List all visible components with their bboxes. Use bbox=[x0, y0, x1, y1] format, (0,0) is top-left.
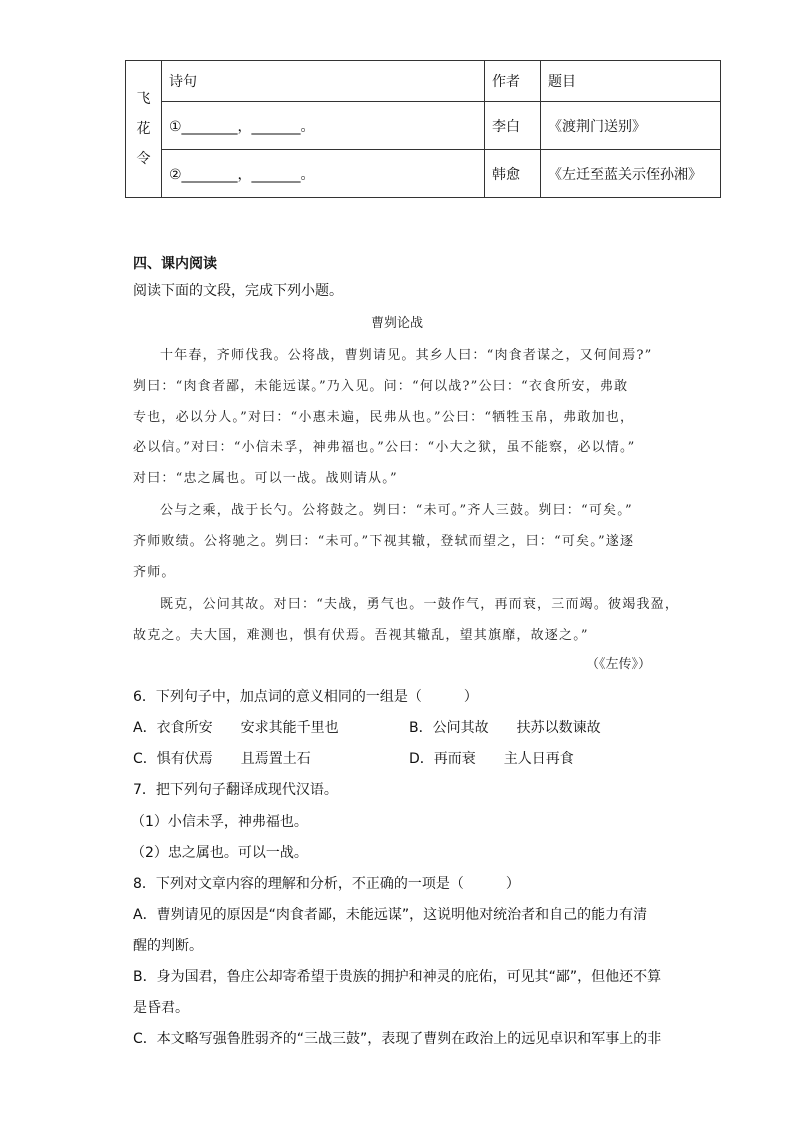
passage-line: 刿曰：“肉食者鄙，未能远谋。”乃入见。问：“何以战?”公曰：“衣食所安，弗敢 bbox=[133, 379, 629, 394]
q6-option-c[interactable] bbox=[133, 748, 311, 768]
option-text: 衣食所安 安求其能千里也 bbox=[156, 720, 339, 736]
section-title: 四、课内阅读 bbox=[133, 256, 217, 272]
title-cell: 《左迁至蓝关示侄孙湘》 bbox=[541, 150, 721, 198]
q8-option-line: 醒的判断。 bbox=[133, 938, 203, 954]
option-letter: B． bbox=[409, 720, 433, 736]
option-letter: D． bbox=[409, 751, 434, 767]
poem-blank-2[interactable]: ②________，_______。 bbox=[162, 150, 485, 198]
question-8-stem: 8．下列对文章内容的理解和分析，不正确的一项是（ ） bbox=[133, 876, 520, 892]
q8-option-line[interactable]: B．身为国君，鲁庄公却寄希望于贵族的拥护和神灵的庇佑，可见其“鄙”，但他还不算 bbox=[133, 969, 662, 985]
question-7-stem: 7．把下列句子翻译成现代汉语。 bbox=[133, 782, 338, 798]
passage-line: 十年春，齐师伐我。公将战，曹刿请见。其乡人曰：“肉食者谋之，又何间焉?” bbox=[160, 348, 653, 363]
option-letter: C． bbox=[133, 751, 157, 767]
passage-line: 对曰：“忠之属也。可以一战。战则请从。” bbox=[133, 471, 398, 486]
table-row bbox=[126, 150, 721, 198]
passage-line: 故克之。夫大国，难测也，惧有伏焉。吾视其辙乱，望其旗靡，故逐之。” bbox=[133, 628, 589, 643]
section-instruction: 阅读下面的文段，完成下列小题。 bbox=[133, 283, 343, 299]
q8-option-line: 是昏君。 bbox=[133, 1000, 189, 1016]
q8-option-line[interactable]: C．本文略写强鲁胜弱齐的“三战三鼓”，表现了曹刿在政治上的远见卓识和军事上的非 bbox=[133, 1031, 662, 1047]
title-cell: 《渡荆门送别》 bbox=[541, 102, 721, 150]
q6-option-a[interactable] bbox=[133, 717, 339, 737]
author-cell: 韩愈 bbox=[485, 150, 541, 198]
author-cell: 李白 bbox=[485, 102, 541, 150]
side-char: 令 bbox=[136, 151, 151, 167]
passage-line: 必以信。”对曰：“小信未孚，神弗福也。”公曰：“小大之狱，虽不能察，必以情。” bbox=[133, 440, 636, 455]
q6-option-d[interactable] bbox=[409, 748, 574, 768]
passage-line: 齐师败绩。公将驰之。刿曰：“未可。”下视其辙，登轼而望之，曰：“可矣。”遂逐 bbox=[133, 534, 635, 549]
header-poem: 诗句 bbox=[162, 61, 485, 102]
header-author: 作者 bbox=[485, 61, 541, 102]
header-title: 题目 bbox=[541, 61, 721, 102]
flying-flower-table bbox=[125, 60, 721, 198]
option-text: 惧有伏焉 且焉置土石 bbox=[156, 751, 311, 767]
table-side-label bbox=[126, 61, 162, 198]
passage-title: 曹刿论战 bbox=[370, 316, 423, 331]
passage-line: 专也，必以分人。”对曰：“小惠未遍，民弗从也。”公曰：“牺牲玉帛，弗敢加也， bbox=[133, 410, 635, 425]
side-char: 花 bbox=[136, 121, 151, 137]
table-header-row bbox=[126, 61, 721, 102]
question-6-stem: 6．下列句子中，加点词的意义相同的一组是（ ） bbox=[133, 689, 478, 705]
q8-option-line[interactable]: A．曹刿请见的原因是“肉食者鄙，未能远谋”，这说明他对统治者和自己的能力有清 bbox=[133, 907, 648, 923]
poem-blank-1[interactable]: ①________，_______。 bbox=[162, 102, 485, 150]
passage-line: 公与之乘，战于长勺。公将鼓之。刿曰：“未可。”齐人三鼓。刿曰：“可矣。” bbox=[160, 503, 633, 518]
passage-line: 既克，公问其故。对曰：“夫战，勇气也。一鼓作气，再而衰，三而竭。彼竭我盈， bbox=[160, 597, 680, 612]
q7-item: （1）小信未孚，神弗福也。 bbox=[131, 814, 308, 830]
option-text: 再而衰 主人日再食 bbox=[433, 751, 574, 767]
q6-option-b[interactable] bbox=[409, 717, 601, 737]
side-char: 飞 bbox=[136, 91, 151, 107]
q7-item: （2）忠之属也。可以一战。 bbox=[131, 845, 308, 861]
passage-line: 齐师。 bbox=[133, 565, 176, 580]
option-text: 公问其故 扶苏以数谏故 bbox=[432, 720, 601, 736]
table-row bbox=[126, 102, 721, 150]
option-letter: A． bbox=[133, 720, 157, 736]
passage-source: （《左传》） bbox=[586, 657, 652, 672]
